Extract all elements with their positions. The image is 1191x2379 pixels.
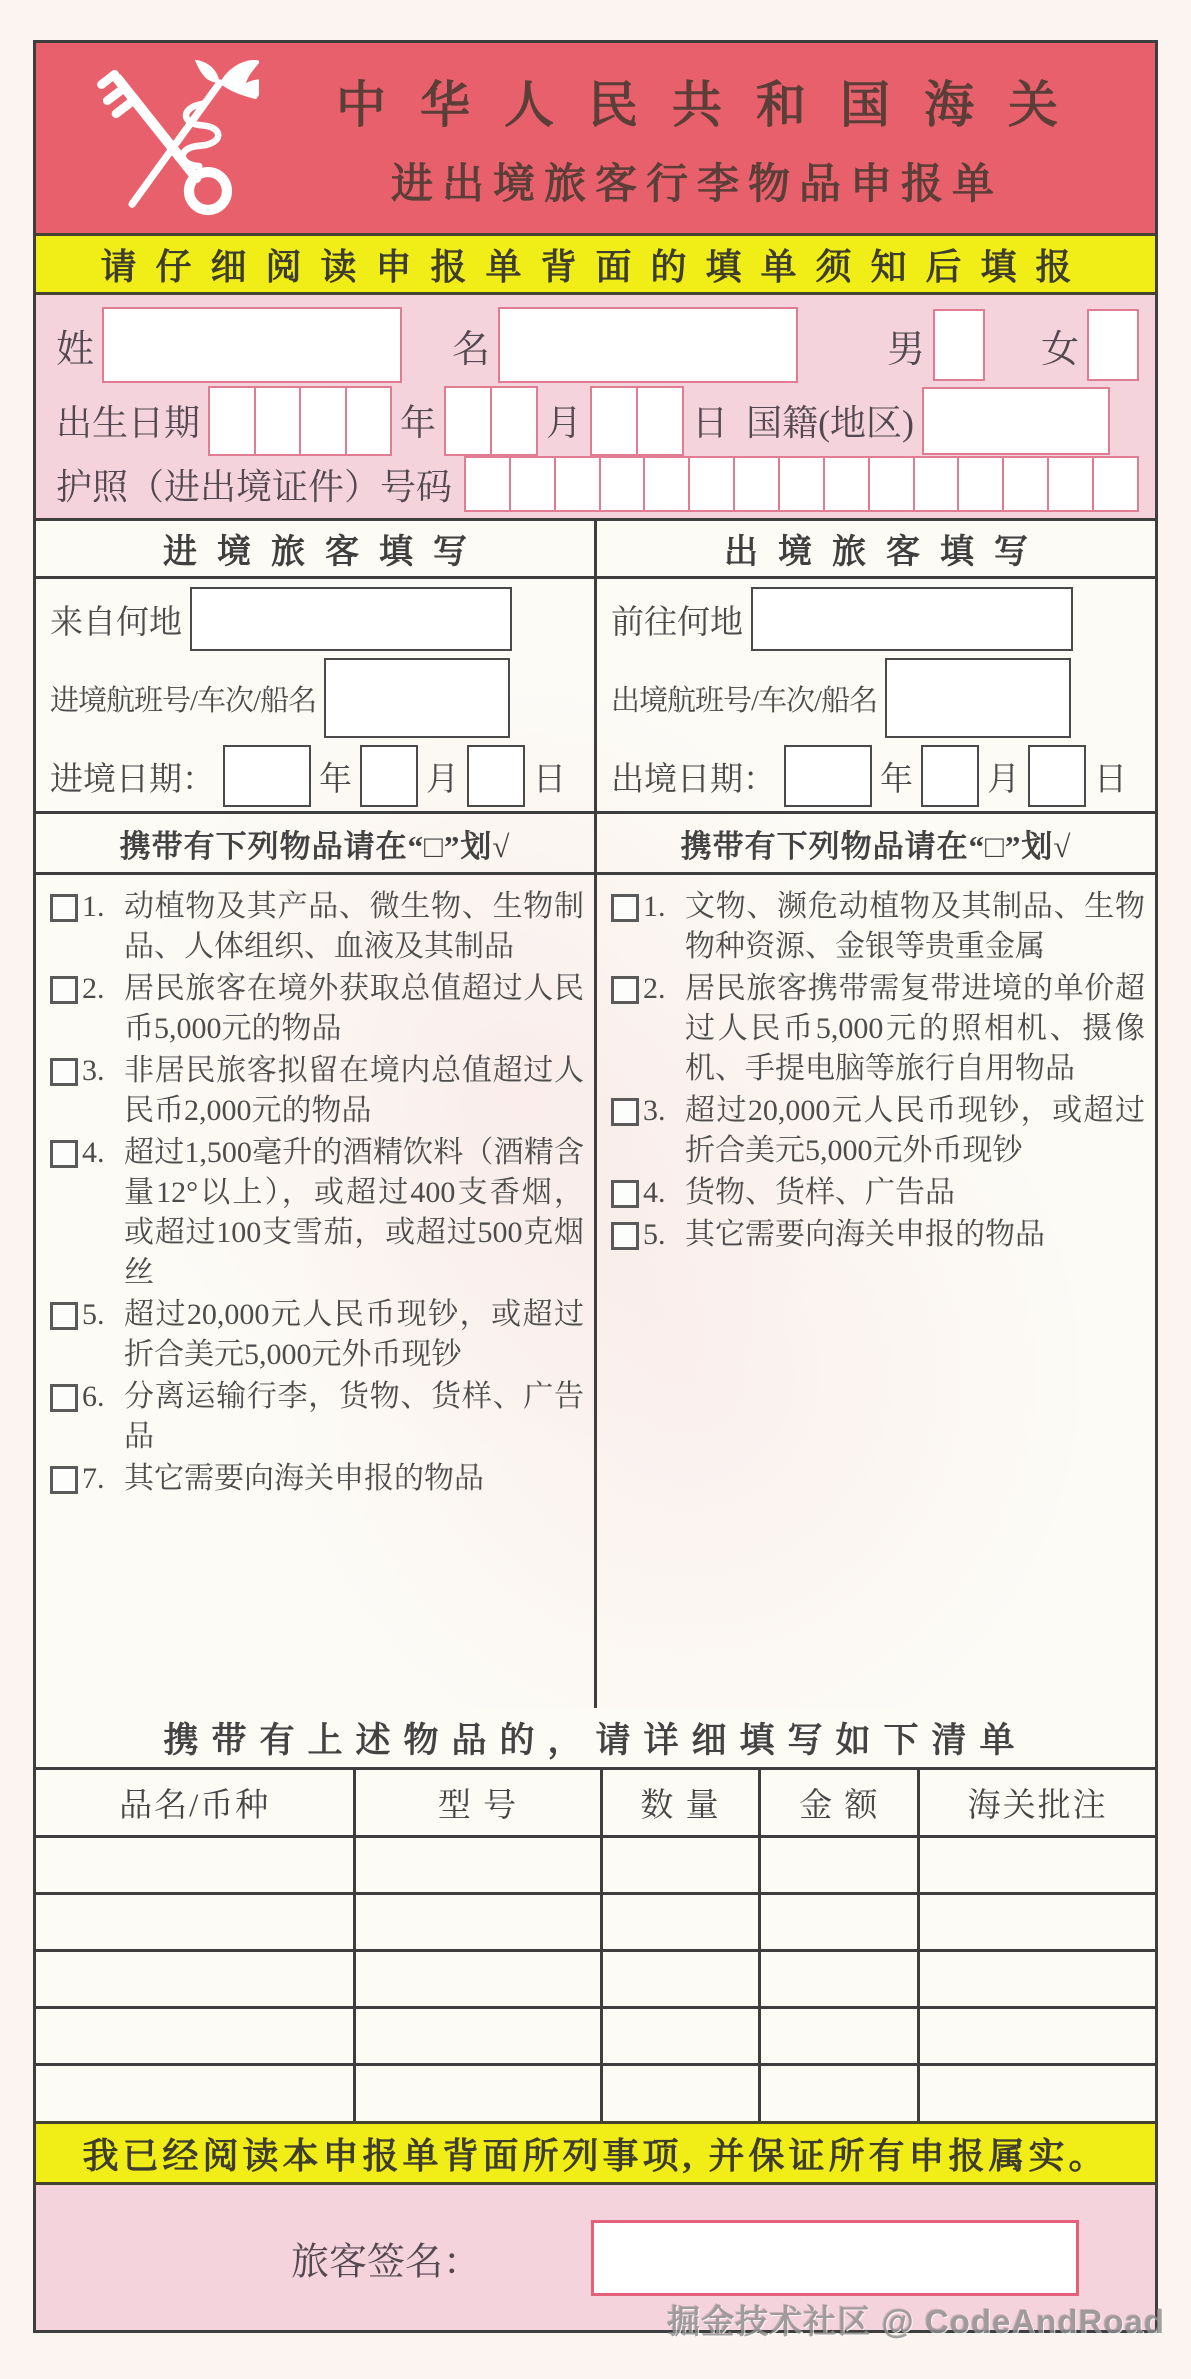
table-cell[interactable] (355, 1836, 601, 1893)
item-number: 4. (82, 1136, 105, 1169)
char-cell[interactable] (823, 456, 870, 512)
female-label: 女 (1040, 328, 1079, 371)
item-checkbox[interactable] (611, 1098, 639, 1126)
exit-flight-label: 出境航班号/车次/船名 (611, 684, 878, 717)
item-checkbox[interactable] (50, 1466, 78, 1494)
item-text: 货物、货样、广告品 (685, 1176, 955, 1209)
table-cell[interactable] (36, 1950, 355, 2007)
item-checkbox[interactable] (611, 894, 639, 922)
entry-column-title: 进境旅客填写 (36, 521, 594, 579)
entry-flight-label: 进境航班号/车次/船名 (50, 684, 317, 717)
item-text: 超过20,000元人民币现钞，或超过折合美元5,000元外币现钞 (124, 1298, 584, 1371)
declared-items-table (36, 1770, 1155, 2121)
item-text: 文物、濒危动植物及其制品、生物物种资源、金银等贵重金属 (685, 890, 1145, 963)
item-text: 超过20,000元人民币现钞，或超过折合美元5,000元外币现钞 (685, 1094, 1145, 1167)
char-cell[interactable] (733, 456, 780, 512)
exit-column (594, 521, 1155, 1708)
table-cell[interactable] (760, 1893, 919, 1950)
entry-carry-title: 携带有下列物品请在“□”划√ (36, 811, 594, 875)
item-number: 2. (643, 972, 666, 1005)
char-cell[interactable] (643, 456, 690, 512)
checklist-item (50, 969, 584, 1049)
birth-day-cells (590, 386, 684, 456)
char-cell[interactable] (590, 386, 638, 456)
table-cell[interactable] (760, 2007, 919, 2064)
watermark: 掘金技术社区 @ CodeAndRoad (667, 2303, 1165, 2340)
item-number: 4. (643, 1176, 666, 1209)
table-cell[interactable] (601, 1950, 760, 2007)
table-cell[interactable] (355, 1950, 601, 2007)
table-row (36, 1836, 1155, 1893)
table-row (36, 2007, 1155, 2064)
checklist-item (50, 1133, 584, 1293)
item-number: 3. (82, 1054, 105, 1087)
table-cell[interactable] (760, 1950, 919, 2007)
declaration-banner: 我已经阅读本申报单背面所列事项, 并保证所有申报属实。 (36, 2121, 1155, 2185)
table-row (36, 1893, 1155, 1950)
entry-flight-input[interactable] (324, 658, 510, 738)
agency-title: 中华人民共和国海关 (336, 77, 1092, 133)
surname-input[interactable] (102, 307, 402, 383)
form-header (36, 43, 1155, 233)
char-cell[interactable] (1047, 456, 1094, 512)
col-customs-note: 海关批注 (919, 1770, 1155, 1836)
year-label: 年 (400, 403, 437, 444)
char-cell[interactable] (554, 456, 601, 512)
item-text: 居民旅客在境外获取总值超过人民币5,000元的物品 (124, 972, 584, 1045)
col-item-name: 品名/币种 (36, 1770, 355, 1836)
checklist-item (611, 1173, 1145, 1213)
birth-year-cells (208, 386, 392, 456)
birth-nationality-row (56, 385, 1139, 456)
surname-label: 姓 (56, 328, 95, 371)
entry-year-label: 年 (319, 761, 352, 798)
exit-date-year-input[interactable] (784, 745, 872, 807)
table-cell[interactable] (355, 1893, 601, 1950)
table-cell[interactable] (919, 1950, 1155, 2007)
identity-section (36, 295, 1155, 518)
exit-flight-input[interactable] (885, 658, 1071, 738)
char-cell[interactable] (778, 456, 825, 512)
signature-label: 旅客签名： (291, 2241, 482, 2283)
char-cell[interactable] (599, 456, 646, 512)
exit-date-label: 出境日期： (611, 761, 776, 798)
entry-date-year-input[interactable] (223, 745, 311, 807)
item-checkbox[interactable] (50, 1302, 78, 1330)
item-text: 超过1,500毫升的酒精饮料（酒精含量12°以上），或超过400支香烟，或超过100支雪茄，或超过500克烟丝 (124, 1136, 584, 1289)
char-cell[interactable] (688, 456, 735, 512)
item-checkbox[interactable] (611, 1222, 639, 1250)
char-cell[interactable] (299, 386, 347, 456)
table-cell[interactable] (760, 2064, 919, 2121)
table-cell[interactable] (601, 2007, 760, 2064)
birth-date-label: 出生日期 (56, 403, 201, 444)
char-cell[interactable] (1002, 456, 1049, 512)
item-number: 7. (82, 1462, 105, 1495)
item-checkbox[interactable] (50, 894, 78, 922)
item-number: 5. (643, 1218, 666, 1251)
entry-day-label: 日 (533, 761, 566, 798)
male-checkbox[interactable] (933, 309, 985, 381)
given-name-label: 名 (452, 328, 491, 371)
customs-emblem-icon (84, 51, 259, 226)
char-cell[interactable] (208, 386, 256, 456)
checklist-item (50, 887, 584, 967)
item-number: 3. (643, 1094, 666, 1127)
items-list-banner: 携带有上述物品的，请详细填写如下清单 (36, 1708, 1155, 1770)
checklist-item (611, 1091, 1145, 1171)
name-row (56, 305, 1139, 385)
char-cell[interactable] (345, 386, 393, 456)
birth-month-cells (444, 386, 538, 456)
checklist-item (611, 1215, 1145, 1255)
exit-date-month-input[interactable] (921, 745, 979, 807)
table-cell[interactable] (760, 1836, 919, 1893)
exit-column-title: 出境旅客填写 (597, 521, 1155, 579)
table-cell[interactable] (919, 1893, 1155, 1950)
read-instructions-banner: 请仔细阅读申报单背面的填单须知后填报 (36, 233, 1155, 295)
male-label: 男 (886, 328, 925, 371)
form-title: 进出境旅客行李物品申报单 (390, 162, 1003, 208)
entry-date-month-input[interactable] (360, 745, 418, 807)
item-number: 2. (82, 972, 105, 1005)
entry-month-label: 月 (426, 761, 459, 798)
char-cell[interactable] (254, 386, 302, 456)
item-number: 5. (82, 1298, 105, 1331)
exit-date-day-input[interactable] (1028, 745, 1086, 807)
exit-destination-input[interactable] (751, 587, 1073, 651)
travel-section (36, 518, 1155, 1708)
entry-from-label: 来自何地 (50, 604, 182, 641)
char-cell[interactable] (913, 456, 960, 512)
table-cell[interactable] (919, 2007, 1155, 2064)
checklist-item (50, 1459, 584, 1499)
given-name-input[interactable] (498, 307, 798, 383)
item-text: 其它需要向海关申报的物品 (124, 1462, 484, 1495)
char-cell[interactable] (636, 386, 684, 456)
passport-label: 护照（进出境证件）号码 (56, 466, 453, 507)
entry-date-label: 进境日期： (50, 761, 215, 798)
char-cell[interactable] (490, 386, 538, 456)
char-cell[interactable] (868, 456, 915, 512)
female-checkbox[interactable] (1087, 309, 1139, 381)
table-cell[interactable] (919, 1836, 1155, 1893)
char-cell[interactable] (444, 386, 492, 456)
entry-checklist (36, 875, 594, 1708)
nationality-label: 国籍(地区) (746, 403, 915, 444)
table-cell[interactable] (36, 2007, 355, 2064)
table-cell[interactable] (36, 1836, 355, 1893)
table-cell[interactable] (601, 1836, 760, 1893)
char-cell[interactable] (509, 456, 556, 512)
char-cell[interactable] (1092, 456, 1139, 512)
checklist-item (50, 1295, 584, 1375)
entry-column (36, 521, 594, 1708)
customs-declaration-form (33, 40, 1158, 2333)
char-cell[interactable] (957, 456, 1004, 512)
exit-month-label: 月 (987, 761, 1020, 798)
table-row (36, 2064, 1155, 2121)
checklist-item (50, 1377, 584, 1457)
exit-year-label: 年 (880, 761, 913, 798)
exit-day-label: 日 (1094, 761, 1127, 798)
entry-from-input[interactable] (190, 587, 512, 651)
table-row (36, 1950, 1155, 2007)
signature-input[interactable] (591, 2220, 1079, 2296)
col-quantity: 数 量 (601, 1770, 760, 1836)
item-text: 居民旅客携带需复带进境的单价超过人民币5,000元的照相机、摄像机、手提电脑等旅行自用物品 (685, 972, 1145, 1085)
table-cell[interactable] (601, 2064, 760, 2121)
table-cell[interactable] (355, 2007, 601, 2064)
exit-destination-label: 前往何地 (611, 604, 743, 641)
item-number: 1. (82, 890, 105, 923)
char-cell[interactable] (464, 456, 511, 512)
nationality-input[interactable] (922, 387, 1110, 455)
checklist-item (611, 969, 1145, 1089)
table-cell[interactable] (919, 2064, 1155, 2121)
item-text: 非居民旅客拟留在境内总值超过人民币2,000元的物品 (124, 1054, 584, 1127)
item-checkbox[interactable] (50, 1058, 78, 1086)
item-text: 其它需要向海关申报的物品 (685, 1218, 1045, 1251)
exit-checklist (597, 875, 1155, 1708)
table-cell[interactable] (355, 2064, 601, 2121)
item-checkbox[interactable] (50, 1384, 78, 1412)
checklist-item (611, 887, 1145, 967)
item-text: 分离运输行李，货物、货样、广告品 (124, 1380, 584, 1453)
day-label: 日 (692, 403, 729, 444)
exit-carry-title: 携带有下列物品请在“□”划√ (597, 811, 1155, 875)
item-checkbox[interactable] (611, 976, 639, 1004)
item-checkbox[interactable] (50, 1140, 78, 1168)
item-checkbox[interactable] (611, 1180, 639, 1208)
entry-date-day-input[interactable] (467, 745, 525, 807)
table-cell[interactable] (36, 1893, 355, 1950)
item-number: 6. (82, 1380, 105, 1413)
item-checkbox[interactable] (50, 976, 78, 1004)
col-amount: 金 额 (760, 1770, 919, 1836)
table-header-row (36, 1770, 1155, 1836)
checklist-item (50, 1051, 584, 1131)
item-text: 动植物及其产品、微生物、生物制品、人体组织、血液及其制品 (124, 890, 584, 963)
month-label: 月 (546, 403, 583, 444)
col-model: 型 号 (355, 1770, 601, 1836)
passport-row (56, 456, 1139, 512)
item-number: 1. (643, 890, 666, 923)
table-cell[interactable] (36, 2064, 355, 2121)
table-cell[interactable] (601, 1893, 760, 1950)
passport-number-cells (464, 456, 1139, 512)
